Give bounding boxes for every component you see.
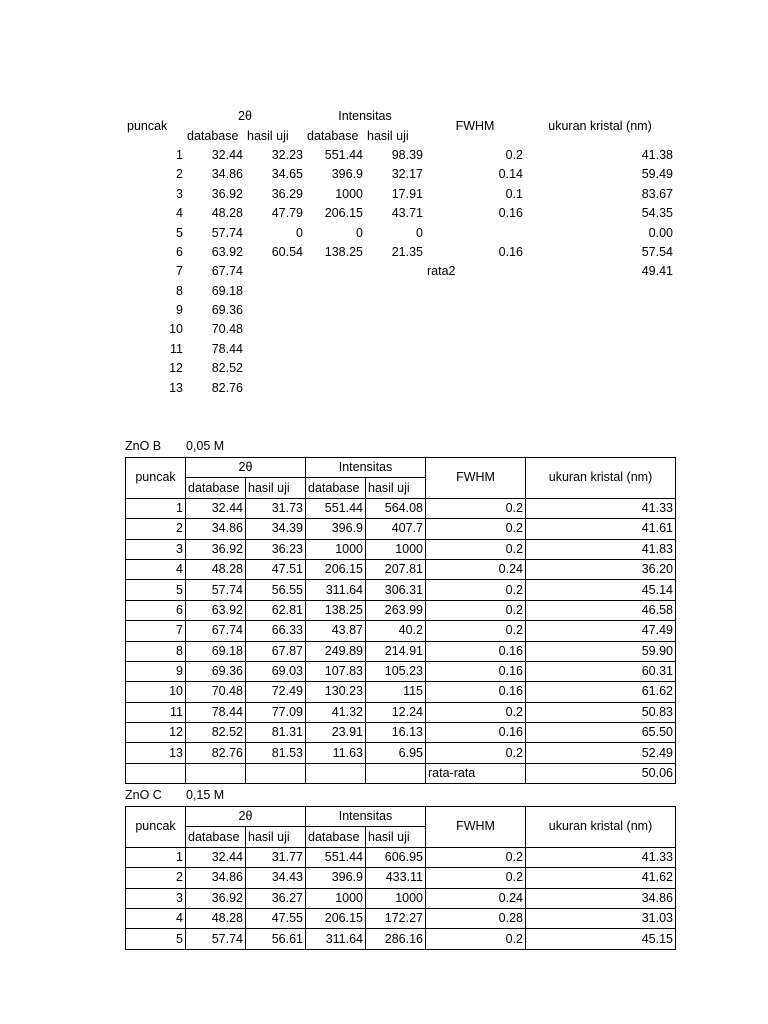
table-cell: 82.76 xyxy=(186,743,246,763)
table-cell: 47.55 xyxy=(246,908,306,928)
table-cell: 69.36 xyxy=(211,303,243,318)
table-cell: 130.23 xyxy=(306,682,366,702)
table-body xyxy=(125,146,675,398)
hasil-uji-header: hasil uji xyxy=(366,478,426,498)
hasil-uji-header: hasil uji xyxy=(246,478,306,498)
table-cell: 57.74 xyxy=(186,580,246,600)
table-cell: 41.38 xyxy=(641,147,673,162)
table-cell: 0.16 xyxy=(498,244,523,259)
table-cell xyxy=(245,262,305,281)
table-row xyxy=(125,378,675,397)
table-cell xyxy=(305,359,365,378)
table-cell: 34.39 xyxy=(246,519,306,539)
table-cell: 56.61 xyxy=(246,929,306,949)
table-cell: 36.92 xyxy=(186,888,246,908)
table-cell: 12.24 xyxy=(366,702,426,722)
table-row xyxy=(126,641,676,661)
table-row xyxy=(126,868,676,888)
table-cell: 564.08 xyxy=(366,498,426,518)
table-cell: 41.83 xyxy=(526,539,676,559)
table-cell: 16.13 xyxy=(366,723,426,743)
table-cell: 5 xyxy=(126,580,186,600)
table-cell xyxy=(245,320,305,339)
table-cell: 34.86 xyxy=(186,519,246,539)
intensitas-header: Intensitas xyxy=(338,109,392,124)
table-cell: 46.58 xyxy=(526,600,676,620)
table-row xyxy=(126,661,676,681)
table-cell: 31.73 xyxy=(246,498,306,518)
table-cell: 6 xyxy=(176,244,183,259)
table-body xyxy=(126,847,676,949)
table-cell: 78.44 xyxy=(211,341,243,356)
table-cell: 32.44 xyxy=(211,147,243,162)
table-cell xyxy=(425,301,525,320)
sample-label-c: ZnO C xyxy=(125,788,162,802)
table-cell: 396.9 xyxy=(306,868,366,888)
table-cell: 36.92 xyxy=(186,539,246,559)
table-cell: 69.18 xyxy=(186,641,246,661)
hasil-uji-header: hasil uji xyxy=(367,128,409,143)
fwhm-header: FWHM xyxy=(455,118,495,133)
database-header: database xyxy=(306,478,366,498)
table-cell: 48.28 xyxy=(186,559,246,579)
table-cell: 9 xyxy=(176,303,183,318)
table-body xyxy=(126,498,676,763)
table-cell: 0.2 xyxy=(426,498,526,518)
average-label: rata2 xyxy=(427,264,456,279)
table-cell: 3 xyxy=(126,888,186,908)
table-cell: 311.64 xyxy=(306,580,366,600)
table-cell: 396.9 xyxy=(331,167,363,182)
table-cell: 606.95 xyxy=(366,847,426,867)
table-cell: 41.32 xyxy=(306,702,366,722)
table-row xyxy=(125,223,675,242)
table-cell: 69.03 xyxy=(246,661,306,681)
table-cell: 172.27 xyxy=(366,908,426,928)
table-cell: 4 xyxy=(126,908,186,928)
fwhm-header: FWHM xyxy=(426,458,526,499)
table-cell: 34.86 xyxy=(186,868,246,888)
puncak-header: puncak xyxy=(127,118,168,133)
table-cell: 43.87 xyxy=(306,621,366,641)
table-cell: 10 xyxy=(126,682,186,702)
table-cell: 4 xyxy=(176,206,183,221)
table-cell: 0.14 xyxy=(498,167,523,182)
table-cell xyxy=(365,340,425,359)
average-value: 50.06 xyxy=(526,763,676,783)
table-cell: 70.48 xyxy=(186,682,246,702)
table-cell: 0.16 xyxy=(498,206,523,221)
database-header: database xyxy=(307,128,359,143)
table-cell: 36.23 xyxy=(246,539,306,559)
table-cell: 81.31 xyxy=(246,723,306,743)
table-cell: 7 xyxy=(176,264,183,279)
table-cell: 34.86 xyxy=(526,888,676,908)
table-cell: 83.67 xyxy=(641,186,673,201)
table-cell: 1000 xyxy=(306,539,366,559)
hasil-uji-header: hasil uji xyxy=(366,827,426,847)
table-cell: 78.44 xyxy=(186,702,246,722)
table-cell: 2 xyxy=(126,519,186,539)
concentration-label-b: 0,05 M xyxy=(186,439,225,453)
table-cell xyxy=(305,320,365,339)
table-cell: 0.24 xyxy=(426,559,526,579)
table-cell xyxy=(305,262,365,281)
table-row xyxy=(125,243,675,262)
hasil-uji-header: hasil uji xyxy=(247,128,289,143)
table-cell: 12 xyxy=(126,723,186,743)
table-row xyxy=(125,320,675,339)
table-cell: 0.16 xyxy=(426,723,526,743)
table-cell: 249.89 xyxy=(306,641,366,661)
table-cell: 0 xyxy=(356,225,363,240)
table-cell: 206.15 xyxy=(324,206,363,221)
table-cell: 0.00 xyxy=(648,225,673,240)
table-cell xyxy=(305,301,365,320)
database-header: database xyxy=(306,827,366,847)
table-cell: 69.18 xyxy=(211,283,243,298)
table-row xyxy=(126,559,676,579)
table-cell: 47.51 xyxy=(246,559,306,579)
table-cell: 0.2 xyxy=(426,580,526,600)
table-cell: 551.44 xyxy=(306,498,366,518)
table-cell: 407.7 xyxy=(366,519,426,539)
table-cell xyxy=(365,301,425,320)
table-cell xyxy=(425,340,525,359)
table-cell: 11 xyxy=(170,341,183,356)
table-cell xyxy=(425,223,525,242)
two-theta-header: 2θ xyxy=(186,458,306,478)
database-header: database xyxy=(186,478,246,498)
table-row xyxy=(126,743,676,763)
table-cell xyxy=(365,262,425,281)
table-row xyxy=(126,498,676,518)
table-cell: 306.31 xyxy=(366,580,426,600)
table-cell: 40.2 xyxy=(366,621,426,641)
table-cell: 433.11 xyxy=(366,868,426,888)
table-cell: 1000 xyxy=(306,888,366,908)
table-row xyxy=(126,580,676,600)
table-cell: 57.74 xyxy=(186,929,246,949)
table-cell: 0.2 xyxy=(426,621,526,641)
table-cell: 32.44 xyxy=(186,498,246,518)
table-cell: 11.63 xyxy=(306,743,366,763)
table-cell: 0.1 xyxy=(505,186,523,201)
table-cell: 6.95 xyxy=(366,743,426,763)
table-cell: 54.35 xyxy=(641,206,673,221)
table-cell: 60.54 xyxy=(271,244,303,259)
table-cell: 36.20 xyxy=(526,559,676,579)
table-cell: 0.2 xyxy=(426,539,526,559)
table-cell xyxy=(245,340,305,359)
table-row xyxy=(125,146,675,165)
table-cell: 286.16 xyxy=(366,929,426,949)
table-cell xyxy=(245,282,305,301)
table-cell: 43.71 xyxy=(391,206,423,221)
puncak-header: puncak xyxy=(126,458,186,499)
table-row xyxy=(126,908,676,928)
table-row xyxy=(126,682,676,702)
table-row xyxy=(125,204,675,223)
table-cell: 41.33 xyxy=(526,498,676,518)
ukuran-header: ukuran kristal (nm) xyxy=(526,458,676,499)
table-cell: 31.77 xyxy=(246,847,306,867)
table-cell: 34.65 xyxy=(271,167,303,182)
table-cell: 63.92 xyxy=(186,600,246,620)
table-cell: 17.91 xyxy=(391,186,423,201)
average-label: rata-rata xyxy=(426,763,526,783)
table-cell: 8 xyxy=(126,641,186,661)
table-cell xyxy=(365,320,425,339)
table-cell: 0.2 xyxy=(426,743,526,763)
table-cell xyxy=(525,340,675,359)
table-cell xyxy=(305,340,365,359)
table-cell: 72.49 xyxy=(246,682,306,702)
table-cell: 32.17 xyxy=(391,167,423,182)
table-row xyxy=(126,888,676,908)
table-cell: 63.92 xyxy=(211,244,243,259)
table-3 xyxy=(125,806,676,950)
table-row xyxy=(125,359,675,378)
table-cell: 138.25 xyxy=(306,600,366,620)
table-cell: 34.86 xyxy=(211,167,243,182)
table-row xyxy=(125,301,675,320)
table-cell: 41.61 xyxy=(526,519,676,539)
table-cell xyxy=(525,378,675,397)
table-cell: 67.74 xyxy=(211,264,243,279)
table-cell xyxy=(525,359,675,378)
table-cell: 0.2 xyxy=(426,929,526,949)
table-cell: 41.62 xyxy=(526,868,676,888)
table-cell: 32.44 xyxy=(186,847,246,867)
table-row xyxy=(125,340,675,359)
table-row xyxy=(126,702,676,722)
table-cell: 45.15 xyxy=(526,929,676,949)
table-cell: 2 xyxy=(126,868,186,888)
table-row xyxy=(126,519,676,539)
database-header: database xyxy=(186,827,246,847)
table-cell xyxy=(245,359,305,378)
table-cell: 47.79 xyxy=(271,206,303,221)
table-cell: 1000 xyxy=(366,539,426,559)
table-cell: 11 xyxy=(126,702,186,722)
table-1 xyxy=(125,107,675,398)
table-cell: 50.83 xyxy=(526,702,676,722)
table-cell: 65.50 xyxy=(526,723,676,743)
table-cell: 8 xyxy=(176,283,183,298)
intensitas-header: Intensitas xyxy=(306,458,426,478)
table-cell: 36.27 xyxy=(246,888,306,908)
table-cell: 98.39 xyxy=(391,147,423,162)
table-row xyxy=(126,539,676,559)
table-cell: 82.76 xyxy=(211,380,243,395)
table-cell: 34.43 xyxy=(246,868,306,888)
table-cell xyxy=(525,301,675,320)
table-cell: 6 xyxy=(126,600,186,620)
table-cell: 207.81 xyxy=(366,559,426,579)
table-row xyxy=(125,262,675,281)
table-cell: 12 xyxy=(169,361,183,376)
table-cell: 0.2 xyxy=(426,600,526,620)
table-cell xyxy=(425,359,525,378)
table-cell: 0.28 xyxy=(426,908,526,928)
table-cell: 138.25 xyxy=(324,244,363,259)
table-cell: 206.15 xyxy=(306,559,366,579)
table-cell: 5 xyxy=(176,225,183,240)
table-row xyxy=(125,282,675,301)
table-cell: 41.33 xyxy=(526,847,676,867)
table-cell: 0.24 xyxy=(426,888,526,908)
table-cell: 13 xyxy=(126,743,186,763)
table-2 xyxy=(125,457,676,784)
table-cell: 3 xyxy=(126,539,186,559)
table-cell xyxy=(305,282,365,301)
table-cell: 31.03 xyxy=(526,908,676,928)
table-row xyxy=(126,600,676,620)
table-cell: 551.44 xyxy=(306,847,366,867)
table-cell: 47.49 xyxy=(526,621,676,641)
table-cell: 551.44 xyxy=(324,147,363,162)
table-cell: 263.99 xyxy=(366,600,426,620)
table-cell: 32.23 xyxy=(271,147,303,162)
hasil-uji-header: hasil uji xyxy=(246,827,306,847)
table-cell: 7 xyxy=(126,621,186,641)
table-row xyxy=(126,621,676,641)
table-cell: 0.16 xyxy=(426,682,526,702)
table-cell xyxy=(425,320,525,339)
table-cell: 3 xyxy=(176,186,183,201)
table-cell: 311.64 xyxy=(306,929,366,949)
table-row xyxy=(126,847,676,867)
table-cell: 1 xyxy=(176,147,183,162)
table-cell xyxy=(365,359,425,378)
table-cell: 13 xyxy=(169,380,183,395)
table-cell: 66.33 xyxy=(246,621,306,641)
ukuran-header: ukuran kristal (nm) xyxy=(548,118,652,133)
table-cell: 45.14 xyxy=(526,580,676,600)
table-cell: 57.54 xyxy=(641,244,673,259)
table-cell: 48.28 xyxy=(186,908,246,928)
database-header: database xyxy=(187,128,239,143)
table-row xyxy=(126,723,676,743)
table-cell: 2 xyxy=(176,167,183,182)
table-cell: 21.35 xyxy=(391,244,423,259)
average-row xyxy=(126,763,676,783)
table-cell: 115 xyxy=(366,682,426,702)
table-cell: 67.74 xyxy=(186,621,246,641)
table-cell xyxy=(425,282,525,301)
table-cell: 61.62 xyxy=(526,682,676,702)
table-cell: 60.31 xyxy=(526,661,676,681)
table-row xyxy=(125,185,675,204)
table-cell: 0.2 xyxy=(426,519,526,539)
table-cell: 0.16 xyxy=(426,641,526,661)
average-value: 49.41 xyxy=(641,264,673,279)
fwhm-header: FWHM xyxy=(426,807,526,848)
table-cell: 69.36 xyxy=(186,661,246,681)
table-cell: 82.52 xyxy=(186,723,246,743)
table-cell: 1000 xyxy=(335,186,363,201)
table-cell: 0.2 xyxy=(426,847,526,867)
table-cell: 9 xyxy=(126,661,186,681)
table-cell: 10 xyxy=(169,322,183,337)
table-cell xyxy=(245,301,305,320)
table-cell: 396.9 xyxy=(306,519,366,539)
table-cell xyxy=(525,320,675,339)
table-cell: 77.09 xyxy=(246,702,306,722)
intensitas-header: Intensitas xyxy=(306,807,426,827)
table-cell: 48.28 xyxy=(211,206,243,221)
table-cell xyxy=(525,282,675,301)
table-cell: 4 xyxy=(126,559,186,579)
table-cell: 0 xyxy=(416,225,423,240)
table-row xyxy=(126,929,676,949)
table-cell: 59.49 xyxy=(641,167,673,182)
table-cell xyxy=(365,378,425,397)
concentration-label-c: 0,15 M xyxy=(186,788,225,802)
table-cell xyxy=(365,282,425,301)
table-cell: 81.53 xyxy=(246,743,306,763)
table-cell xyxy=(245,378,305,397)
table-cell: 5 xyxy=(126,929,186,949)
table-cell: 105.23 xyxy=(366,661,426,681)
table-cell xyxy=(305,378,365,397)
table-cell: 67.87 xyxy=(246,641,306,661)
table-cell: 0.16 xyxy=(426,661,526,681)
table-cell: 1 xyxy=(126,847,186,867)
table-cell: 52.49 xyxy=(526,743,676,763)
sample-label-b: ZnO B xyxy=(125,439,162,453)
table-cell: 82.52 xyxy=(211,361,243,376)
table-cell: 107.83 xyxy=(306,661,366,681)
table-cell: 36.29 xyxy=(271,186,303,201)
table-row xyxy=(125,165,675,184)
table-cell xyxy=(425,378,525,397)
table-cell: 56.55 xyxy=(246,580,306,600)
ukuran-header: ukuran kristal (nm) xyxy=(526,807,676,848)
table-cell: 214.91 xyxy=(366,641,426,661)
table-cell: 206.15 xyxy=(306,908,366,928)
table-cell: 1 xyxy=(126,498,186,518)
table-cell: 0.2 xyxy=(426,702,526,722)
table-cell: 57.74 xyxy=(211,225,243,240)
table-cell: 36.92 xyxy=(211,186,243,201)
table-cell: 0 xyxy=(296,225,303,240)
table-cell: 59.90 xyxy=(526,641,676,661)
table-cell: 0.2 xyxy=(505,147,523,162)
two-theta-header: 2θ xyxy=(186,807,306,827)
table-cell: 23.91 xyxy=(306,723,366,743)
table-cell: 0.2 xyxy=(426,868,526,888)
table-cell: 1000 xyxy=(366,888,426,908)
two-theta-header: 2θ xyxy=(238,109,252,124)
table-cell: 70.48 xyxy=(211,322,243,337)
table-cell: 62.81 xyxy=(246,600,306,620)
puncak-header: puncak xyxy=(126,807,186,848)
